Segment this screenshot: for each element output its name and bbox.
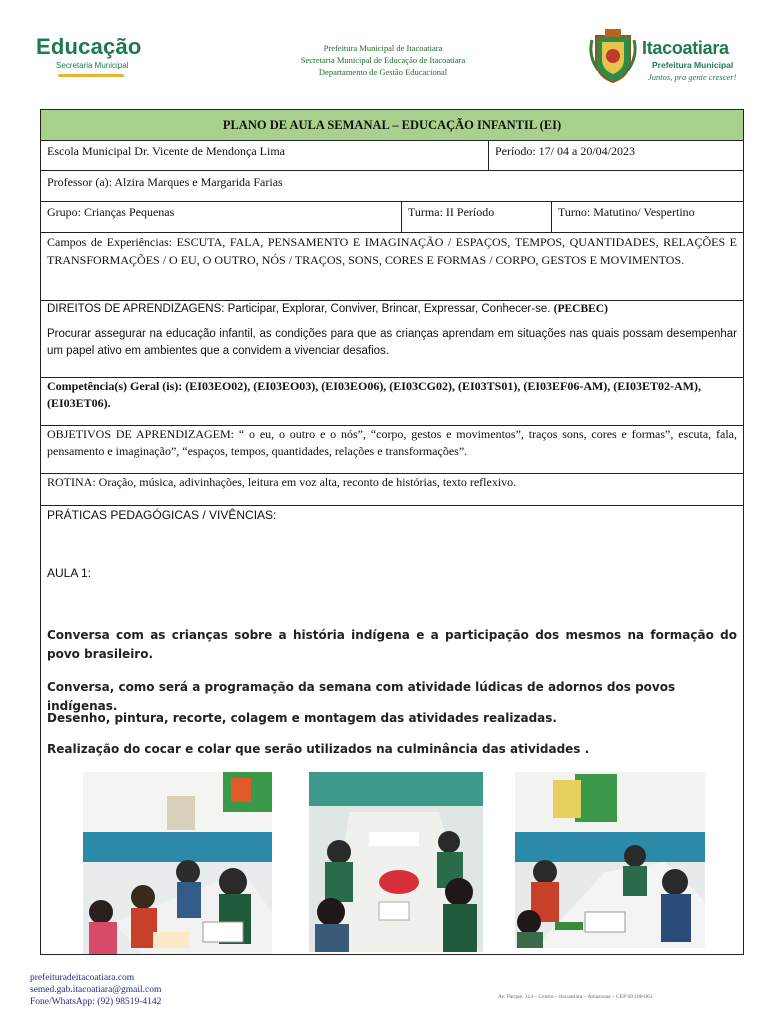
rights-line <box>41 301 743 322</box>
classroom-photo-1-image <box>83 772 272 954</box>
practices-section <box>41 506 743 954</box>
competencies <box>41 378 743 415</box>
fields-of-experience: Campos de Experiências: ESCUTA, FALA, PENSAMENTO E IMAGINAÇÃO / ESPAÇOS, TEMPOS, QUANTIDADES, RELAÇÕES E TRANSFORMAÇÕES / O EU, O OUTRO, NÓS / TRAÇOS, SONS, CORES E FORMAS / CORPO, GESTOS E MOVIMENTOS. <box>47 235 737 267</box>
objectives-row <box>41 426 743 474</box>
header-institution <box>230 42 536 78</box>
educacao-logo-name: Educação <box>36 34 142 59</box>
group-row <box>41 202 743 233</box>
footer-contacts <box>30 972 161 1008</box>
classroom-photo-2-image <box>309 772 483 952</box>
rights-row <box>41 301 743 378</box>
class: Turma: II Período <box>402 202 552 232</box>
competencies-codes: (EI03EO02), (EI03EO03), (EI03EO06), (EI03CG02), (EI03TS01), (EI03EF06-AM), (EI03ET02-AM), (EI03ET06). <box>47 379 701 410</box>
rights-label: DIREITOS DE APRENDIZAGENS: Participar, Explorar, Conviver, Brincar, Expressar, Conhecer-se. <box>47 303 551 315</box>
city-crest-icon <box>588 26 638 86</box>
footer-phone: Fone/WhatsApp: (92) 98519-4142 <box>30 997 162 1007</box>
school-name: Escola Municipal Dr. Vicente de Mendonça Lima <box>41 141 489 170</box>
group: Grupo: Crianças Pequenas <box>41 202 402 232</box>
classroom-photo-3 <box>515 772 705 948</box>
competencies-label: Competência(s) Geral (is): <box>47 379 183 393</box>
period: Período: 17/ 04 a 20/04/2023 <box>495 144 635 158</box>
classroom-photo-2 <box>309 772 483 952</box>
itacoatiara-logo-slogan: Juntos, pra gente crescer! <box>648 72 737 82</box>
footer-address: Av. Parque, 314 – Centro – Itacoatiara – Amazonas – CEP 69.100-063 <box>498 994 653 1000</box>
activity-3: Desenho, pintura, recorte, colagem e montagem das atividades realizadas. <box>47 711 557 725</box>
itacoatiara-logo-name: Itacoatiara <box>642 38 729 58</box>
classroom-photo-1 <box>83 772 272 954</box>
lesson-plan-table <box>40 109 744 955</box>
itacoatiara-logo <box>588 24 738 94</box>
fields-row <box>41 233 743 301</box>
itacoatiara-logo-subtitle: Prefeitura Municipal <box>652 60 734 70</box>
page-header <box>0 0 768 100</box>
school-row <box>41 141 743 171</box>
lesson-label: AULA 1: <box>47 566 92 580</box>
activity-4: Realização do cocar e colar que serão utilizados na culminância das atividades . <box>47 742 590 756</box>
footer-email[interactable]: semed.gab.itacoatiara@gmail.com <box>30 985 162 995</box>
classroom-photo-3-image <box>515 772 705 948</box>
plan-title: PLANO DE AULA SEMANAL – EDUCAÇÃO INFANTIL (EI) <box>41 110 743 141</box>
shift: Turno: Matutino/ Vespertino <box>558 205 695 219</box>
competencies-row <box>41 378 743 426</box>
teacher-row <box>41 171 743 202</box>
activity-2: Conversa, como será a programação da semana com atividade lúdicas de adornos dos povos indígenas. <box>47 680 676 713</box>
header-line-prefeitura: Prefeitura Municipal de Itacoatiara <box>323 43 443 53</box>
rights-code: (PECBEC) <box>553 303 608 315</box>
objectives: OBJETIVOS DE APRENDIZAGEM: “ o eu, o outro e o nós”, “corpo, gestos e movimentos”, traços sons, cores e formas”, escuta, fala, pensamento e imaginação”, “espaços, tempos, quantidades, relações e transformações”. <box>47 427 737 458</box>
activity-1: Conversa com as crianças sobre a história indígena e a participação dos mesmos na formação do povo brasileiro. <box>47 628 737 661</box>
routine-row <box>41 474 743 506</box>
header-line-departamento: Departamento de Gestão Educacional <box>318 67 448 77</box>
header-line-secretaria: Secretaria Municipal de Educação de Itacoatiara <box>300 55 466 65</box>
teacher: Professor (a): Alzira Marques e Margarida Farias <box>47 175 283 189</box>
educacao-logo <box>36 34 156 94</box>
footer-website[interactable]: prefeituradeitacoatiara.com <box>30 973 135 983</box>
practices-title: PRÁTICAS PEDAGÓGICAS / VIVÊNCIAS: <box>47 508 277 522</box>
educacao-logo-subtitle: Secretaria Municipal <box>56 61 129 70</box>
rights-text: Procurar assegurar na educação infantil, as condições para que as crianças aprendam em situações nas quais possam desempenhar um papel ativo em ambientes que a convidem a vivenciar desafios. <box>47 327 737 357</box>
educacao-logo-bar <box>58 74 124 77</box>
routine: ROTINA: Oração, música, adivinhações, leitura em voz alta, reconto de histórias, texto reflexivo. <box>47 475 517 489</box>
